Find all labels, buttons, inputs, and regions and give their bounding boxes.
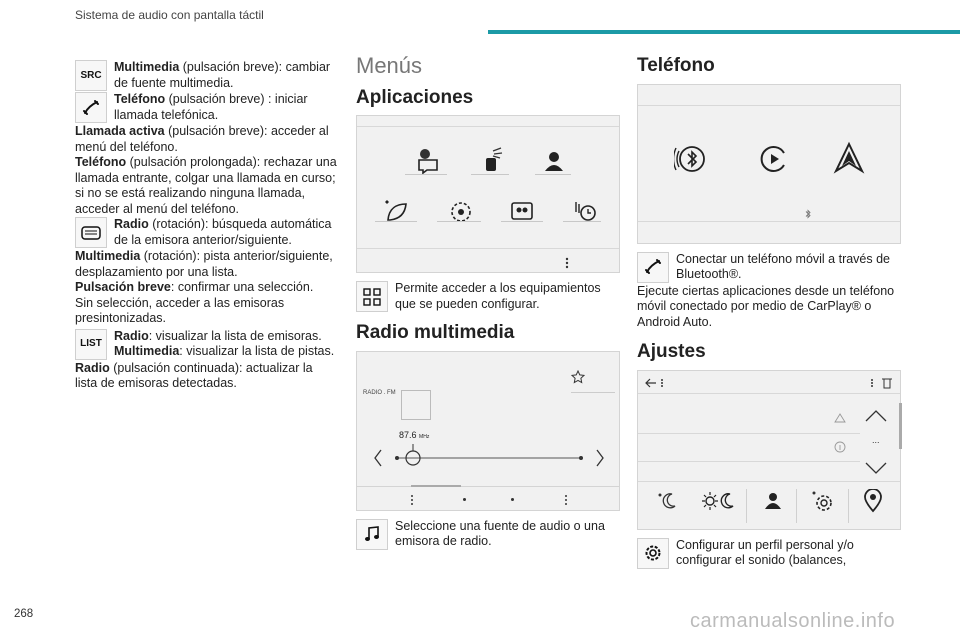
list-radio-desc: : visualizar la lista de emisoras. [148,328,322,343]
radio-options-dots-icon[interactable] [563,494,569,506]
app-underline [437,221,481,222]
active-tab-indicator [411,485,461,487]
phone-icon [75,92,107,123]
scrollbar[interactable] [899,403,902,449]
phone-entry [75,92,337,124]
phone-caption-2: Ejecute ciertas aplicaciones desde un teléfono móvil conectado por medio de CarPlay® o Android Auto. [637,283,895,329]
radio-bottom-dot-2 [511,498,514,501]
apps-caption-row [356,281,620,313]
page-number: 268 [14,608,34,620]
radio-term: Radio [114,217,149,231]
favorite-star-icon[interactable] [571,370,585,384]
phone-screen [637,84,901,244]
info-icon [834,441,846,453]
footer-divider [357,486,619,487]
frequency-readout [399,428,429,446]
profile-icon[interactable] [762,491,782,511]
settings-top-divider [638,393,900,394]
settings-row-divider-1 [638,433,860,434]
list-radio-term: Radio [114,328,149,343]
settings-tab-divider [746,489,747,523]
android-auto-icon[interactable] [832,141,866,175]
settings-bottom-divider [638,481,900,482]
header-accent-bar [488,30,960,34]
apps-top-divider [357,126,619,127]
day-night-icon[interactable] [702,491,736,511]
location-settings-icon[interactable] [862,489,884,513]
no-selection-desc: Sin selección, acceder a las emisoras presintonizadas. [75,295,285,325]
radio-bottom-dot-1 [463,498,466,501]
frequency-unit: MHz [419,433,430,440]
continuous-term: Radio [75,360,110,375]
list-entry [75,329,337,361]
settings-heading: Ajustes [637,341,706,362]
phone-top-divider [638,105,900,106]
warning-icon [834,413,846,423]
phone-handset-icon [637,252,669,283]
settings-menu-icons[interactable] [868,377,898,389]
radio-caption-row [356,519,620,551]
radio-heading: Radio multimedia [356,322,515,343]
knob-icon [75,217,107,248]
short-press-term: Pulsación breve [75,280,171,294]
menus-title: Menús [356,53,423,78]
apps-heading: Aplicaciones [356,86,474,108]
apps-caption: Permite acceder a los equipamientos que se pueden configurar. [395,281,601,311]
radio-desc: (rotación): búsqueda automática de la emisora anterior/siguiente. [114,217,332,247]
phone-caption-row [637,252,901,284]
radio-menu-dots-icon[interactable] [409,494,415,506]
src-entry [75,60,337,92]
driver-icon [539,146,569,176]
header-divider [571,392,615,393]
phone-caption: Conectar un teléfono móvil a través de Bluetooth®. [676,251,891,281]
multimedia-term: Multimedia [75,249,141,263]
active-call-desc: (pulsación breve): acceder al menú del teléfono. [75,124,329,154]
list-button-icon: LIST [75,329,107,360]
messaging-icon [413,146,443,176]
phone-bottom-divider [638,221,900,222]
frequency-value: 87.6 [399,429,417,440]
carplay-icon[interactable] [758,143,790,175]
settings-tab-divider [848,489,849,523]
phone-long-term: Teléfono [75,155,127,169]
scroll-down-icon[interactable] [864,461,888,475]
settings-caption: Configurar un perfil personal y/o configurar el sonido (balances, [676,537,854,567]
continuous-desc: (pulsación continuada): actualizar la lista de emisoras detectadas. [75,360,313,390]
header-title: Sistema de audio con pantalla táctil [75,8,264,22]
settings-screen [637,370,901,530]
list-multi-desc: : visualizar la lista de pistas. [179,344,335,358]
app-underline [563,221,601,222]
night-mode-icon[interactable] [656,491,678,511]
settings-tab-divider [796,489,797,523]
scroll-ellipsis: ... [872,434,880,445]
bluetooth-status-icon [804,209,812,219]
tuning-slider[interactable] [371,444,607,472]
active-call-term: Llamada activa [75,124,165,138]
sound-settings-icon[interactable] [810,489,834,513]
back-arrow-icon[interactable] [644,377,666,389]
settings-row-divider-2 [638,461,860,462]
app-underline [375,221,417,222]
music-note-icon [356,519,388,550]
knob-entry [75,217,337,249]
src-button-icon: SRC [75,60,107,91]
apps-screen [356,115,620,273]
app-underline [501,221,543,222]
src-term: Multimedia [114,60,180,74]
app-underline [535,174,571,175]
bluetooth-icon[interactable] [674,141,710,177]
phone-settings-column [637,55,901,570]
station-logo-placeholder [401,390,431,420]
apps-grid-icon [356,281,388,312]
phone-term: Teléfono [114,92,166,106]
list-multi-term: Multimedia [114,344,180,358]
air-icon [477,146,507,176]
app-underline [405,174,447,175]
phone-heading: Teléfono [637,55,715,76]
short-press-desc: : confirmar una selección. [170,280,314,294]
controls-column [75,60,337,392]
phone-long-desc: (pulsación prolongada): rechazar una llamada entrante, colgar una llamada en curso; si no se está realizando ninguna llamada, acceder al menú del teléfono. [75,155,337,216]
settings-caption-row [637,538,901,570]
scroll-up-icon[interactable] [864,409,888,423]
radio-screen [356,351,620,511]
menus-column [356,53,620,551]
radio-band-label: RADIO . FM [363,389,396,396]
src-desc: (pulsación breve): cambiar de fuente multimedia. [114,60,331,90]
phone-desc: (pulsación breve) : iniciar llamada telefónica. [114,92,308,122]
app-underline [471,174,509,175]
multimedia-desc: (rotación): pista anterior/siguiente, desplazamiento por una lista. [75,249,333,279]
gear-icon [637,538,669,569]
radio-caption: Seleccione una fuente de audio o una emisora de radio. [395,518,605,548]
apps-bottom-divider [357,248,619,249]
watermark: carmanualsonline.info [690,610,896,632]
more-options-icon[interactable] [564,256,570,270]
